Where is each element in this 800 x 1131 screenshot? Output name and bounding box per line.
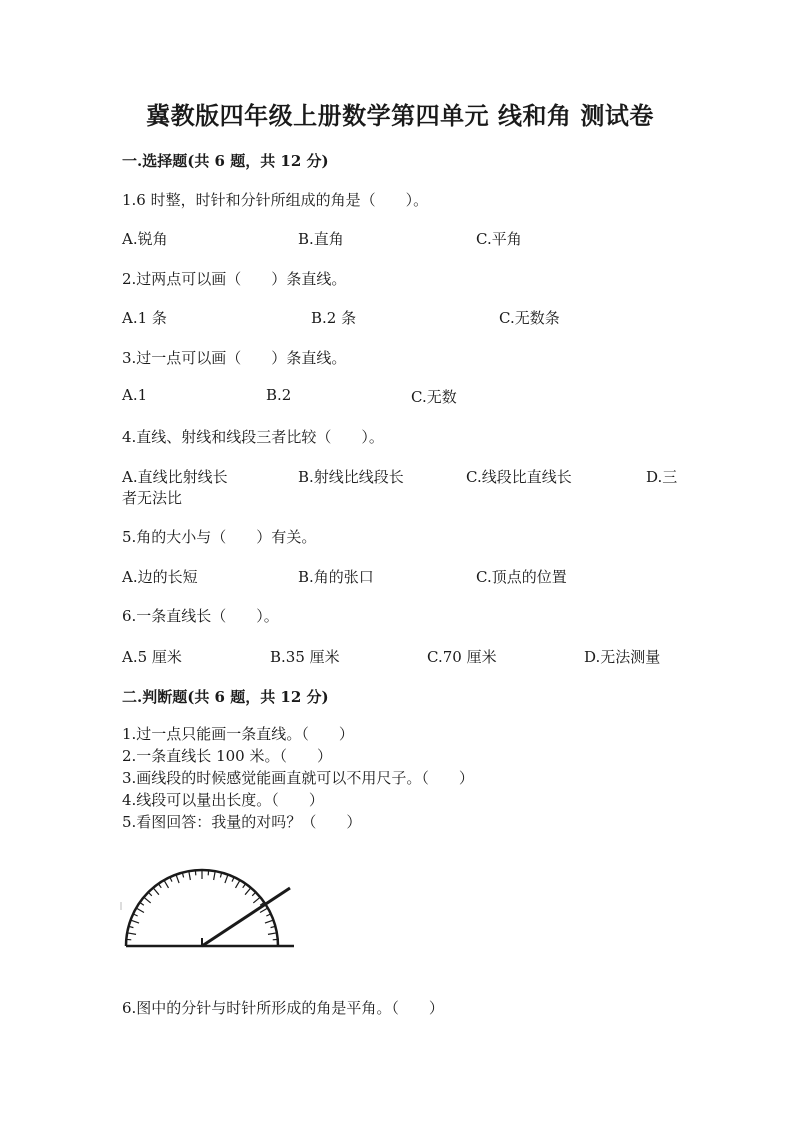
question-1-option-c[interactable]: C.平角 [476, 230, 522, 248]
question-5-option-c[interactable]: C.顶点的位置 [476, 568, 567, 586]
protractor-tick [158, 884, 161, 888]
question-6-option-a[interactable]: A.5 厘米 [122, 648, 182, 666]
protractor-tick [232, 877, 234, 882]
protractor-icon [121, 870, 294, 946]
section-heading-choice: 一.选择题(共 6 题，共 12 分) [122, 152, 329, 170]
question-6-option-b[interactable]: B.35 厘米 [270, 648, 340, 666]
question-4-option-a[interactable]: A.直线比射线长 [122, 468, 228, 486]
protractor-tick [127, 933, 136, 935]
question-5-option-b[interactable]: B.角的张口 [298, 568, 374, 586]
protractor-tick [189, 871, 191, 880]
protractor-tick [148, 892, 152, 896]
question-2-stem: 2.过两点可以画（ ）条直线。 [122, 270, 347, 288]
protractor-tick [153, 888, 159, 895]
protractor-tick [253, 897, 260, 903]
protractor-ticks [126, 870, 278, 946]
protractor-tick [131, 920, 139, 923]
question-3-option-b[interactable]: B.2 [266, 386, 292, 404]
protractor-tick [214, 871, 216, 880]
judgment-item-5: 5.看图回答：我量的对吗？（ ） [122, 813, 362, 831]
protractor-tick [243, 884, 246, 888]
protractor-tick [245, 888, 251, 895]
judgment-item-6: 6.图中的分针与时针所形成的角是平角。（ ） [122, 999, 444, 1017]
protractor-tick [236, 880, 241, 888]
protractor-figure [118, 862, 308, 954]
question-4-option-c[interactable]: C.线段比直线长 [466, 468, 572, 486]
protractor-tick [252, 892, 256, 896]
protractor-tick [136, 908, 144, 913]
question-4-option-d-continued: 者无法比 [122, 489, 183, 507]
question-6-option-c[interactable]: C.70 厘米 [427, 648, 497, 666]
question-1-option-b[interactable]: B.直角 [298, 230, 344, 248]
question-2-option-a[interactable]: A.1 条 [122, 309, 167, 327]
section-heading-judgment: 二.判断题(共 6 题，共 12 分) [122, 688, 329, 706]
question-1-stem: 1.6 时整，时针和分针所组成的角是（ ）。 [122, 191, 429, 209]
protractor-tick [225, 875, 228, 883]
protractor-tick [164, 880, 169, 888]
protractor-tick [170, 877, 172, 882]
judgment-item-3: 3.画线段的时候感觉能画直就可以不用尺子。（ ） [122, 769, 474, 787]
protractor-tick [265, 920, 273, 923]
question-3-option-a[interactable]: A.1 [122, 386, 148, 404]
protractor-tick [268, 933, 277, 935]
question-6-stem: 6.一条直线长（ ）。 [122, 607, 279, 625]
question-3-stem: 3.过一点可以画（ ）条直线。 [122, 349, 347, 367]
protractor-tick [144, 897, 151, 903]
judgment-item-1: 1.过一点只能画一条直线。（ ） [122, 725, 354, 743]
protractor-tick [176, 875, 179, 883]
protractor-tick [266, 914, 271, 916]
question-5-stem: 5.角的大小与（ ）有关。 [122, 528, 317, 546]
question-4-option-b[interactable]: B.射线比线段长 [298, 468, 404, 486]
question-6-option-d[interactable]: D.无法测量 [584, 648, 661, 666]
page-title: 冀教版四年级上册数学第四单元 线和角 测试卷 [146, 101, 654, 130]
question-4-option-d[interactable]: D.三 [646, 468, 678, 486]
question-2-option-b[interactable]: B.2 条 [311, 309, 357, 327]
question-2-option-c[interactable]: C.无数条 [499, 309, 560, 327]
protractor-tick [140, 902, 144, 905]
question-4-stem: 4.直线、射线和线段三者比较（ ）。 [122, 428, 384, 446]
protractor-arc [126, 870, 278, 946]
judgment-item-4: 4.线段可以量出长度。（ ） [122, 791, 324, 809]
question-5-option-a[interactable]: A.边的长短 [122, 568, 198, 586]
judgment-item-2: 2.一条直线长 100 米。（ ） [122, 747, 332, 765]
question-3-option-c[interactable]: C.无数 [411, 388, 457, 406]
question-1-option-a[interactable]: A.锐角 [122, 230, 168, 248]
protractor-tick [133, 914, 138, 916]
